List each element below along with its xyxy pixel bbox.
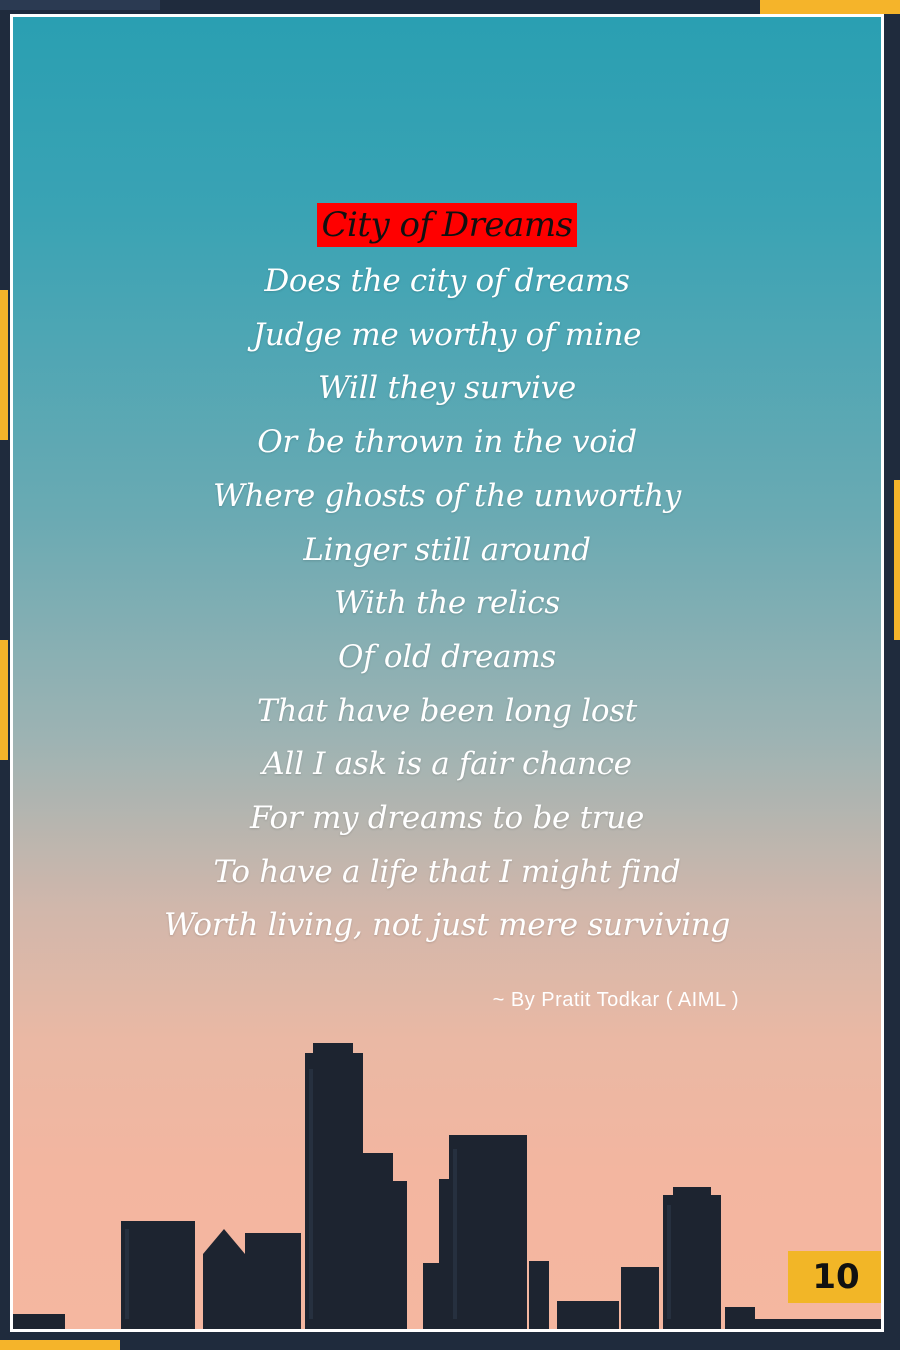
edge-accent-left xyxy=(0,290,8,440)
poem-author: ~ By Pratit Todkar ( AIML ) xyxy=(492,989,739,1011)
poem-line: For my dreams to be true xyxy=(250,800,644,837)
poem-line: That have been long lost xyxy=(257,692,637,729)
poem-line: Where ghosts of the unworthy xyxy=(213,477,681,514)
poem-line: Does the city of dreams xyxy=(264,263,630,299)
poem-line: Linger still around xyxy=(303,531,591,568)
poem-poster xyxy=(10,14,884,1332)
edge-accent-left-lower xyxy=(0,640,8,760)
poem-line: All I ask is a fair chance xyxy=(262,746,632,783)
poem-line: Will they survive xyxy=(318,370,576,407)
page-number-badge: 10 xyxy=(788,1251,884,1303)
poem-line: Judge me worthy of mine xyxy=(252,316,642,353)
poem-block xyxy=(13,203,881,953)
poem-title: City of Dreams xyxy=(317,203,576,247)
edge-accent-bottom-left xyxy=(0,1340,120,1350)
poem-line: Of old dreams xyxy=(338,638,556,675)
city-skyline-silhouette xyxy=(13,1029,884,1329)
poem-line: Worth living, not just mere surviving xyxy=(163,907,731,944)
poem-line: With the relics xyxy=(334,585,560,622)
poem-line: Or be thrown in the void xyxy=(257,424,637,461)
edge-accent-top-left xyxy=(0,0,160,10)
edge-accent-top-right xyxy=(760,0,900,14)
edge-accent-right xyxy=(894,480,900,640)
poem-line: To have a life that I might find xyxy=(213,853,681,890)
